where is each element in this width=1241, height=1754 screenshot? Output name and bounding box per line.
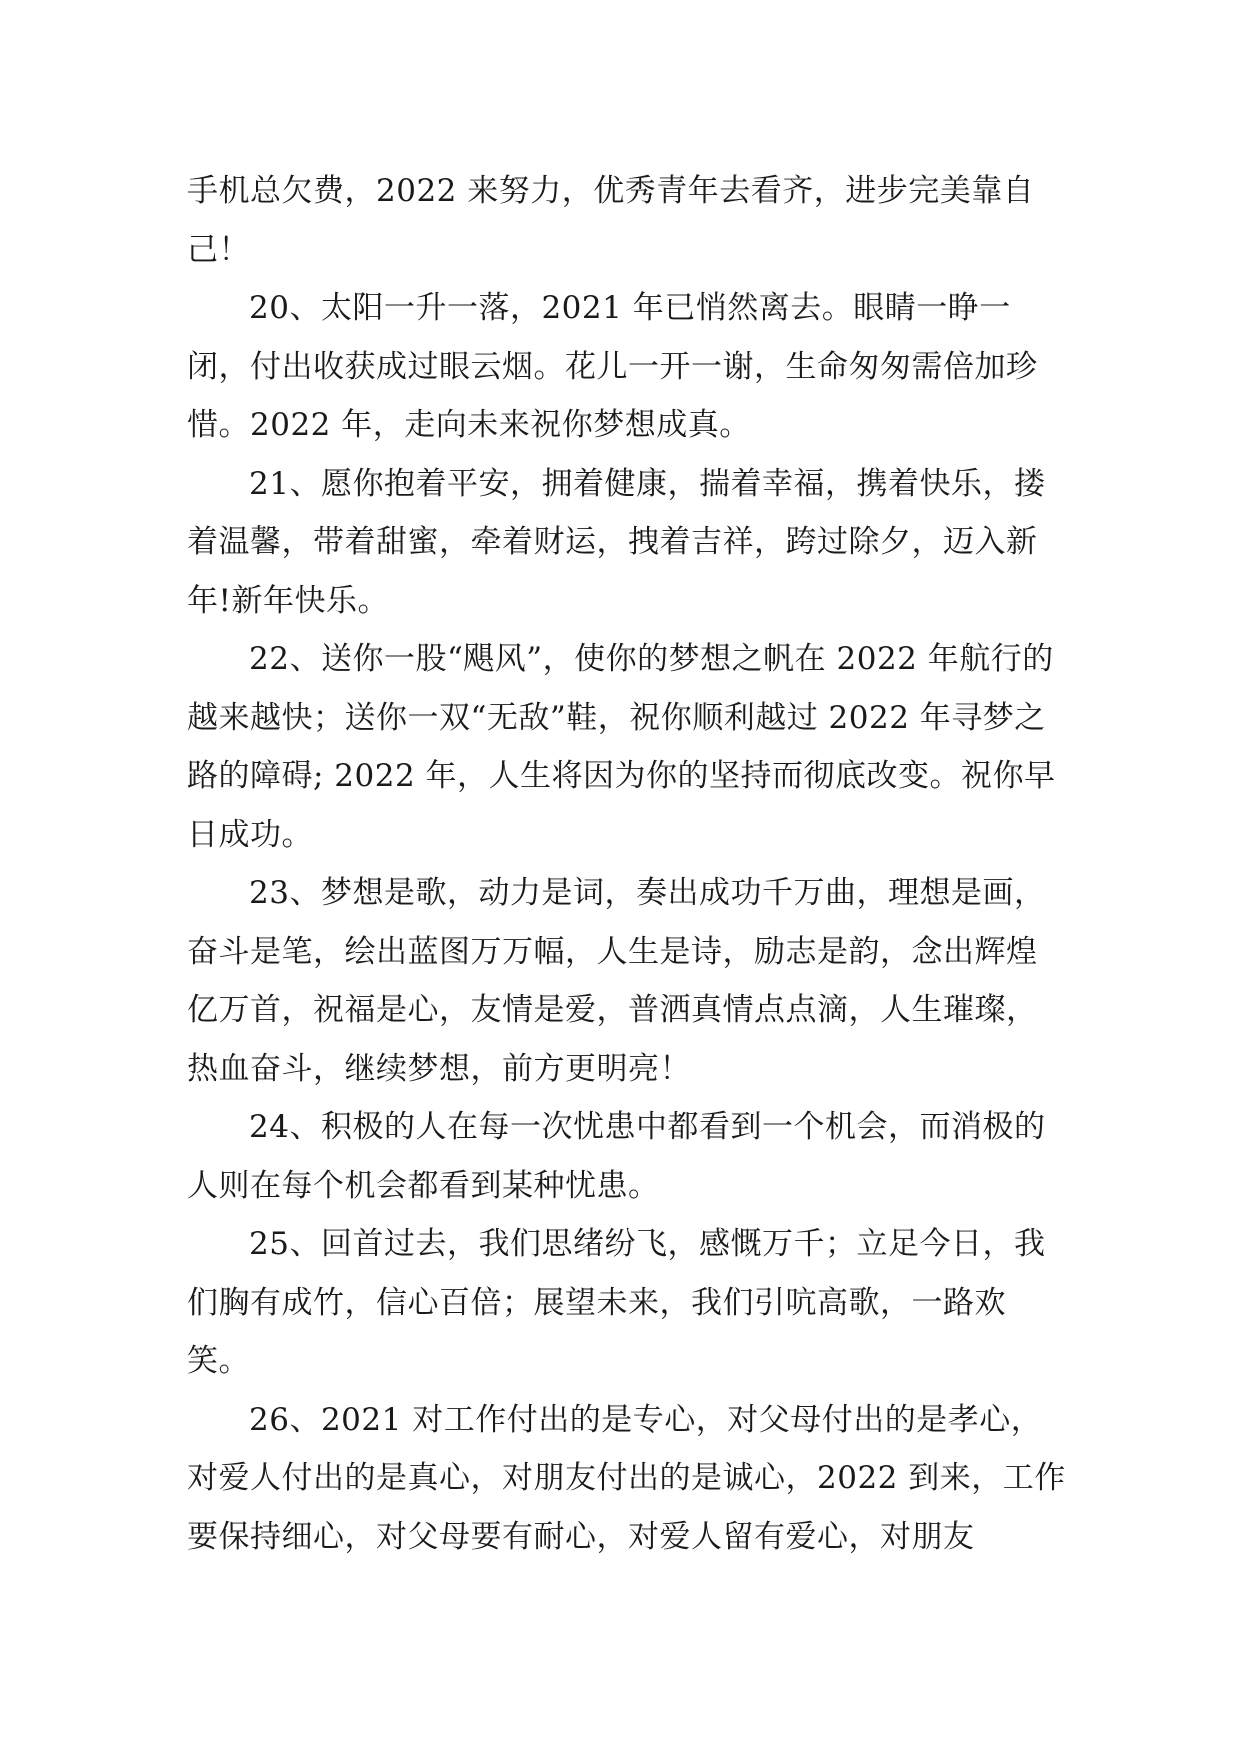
paragraph-continuation: 手机总欠费，2022 来努力，优秀青年去看齐，进步完美靠自己！ (187, 173, 1035, 268)
document-body (187, 162, 1067, 1566)
paragraph-item-23: 23、梦想是歌，动力是词，奏出成功千万曲，理想是画，奋斗是笔，绘出蓝图万万幅，人生是诗，励志是韵，念出辉煌亿万首，祝福是心，友情是爱，普洒真情点点滴，人生璀璨，热血奋斗，继续梦想，前方更明亮！ (187, 875, 1046, 1087)
paragraph-item-26: 26、2021 对工作付出的是专心，对父母付出的是孝心，对爱人付出的是真心，对朋友付出的是诚心，2022 到来，工作要保持细心，对父母要有耐心，对爱人留有爱心，对朋友 (187, 1401, 1066, 1555)
paragraph-item-21: 21、愿你抱着平安，拥着健康，揣着幸福，携着快乐，搂着温馨，带着甜蜜，牵着财运，拽着吉祥，跨过除夕，迈入新年!新年快乐。 (187, 465, 1046, 619)
paragraph-item-20: 20、太阳一升一落，2021 年已悄然离去。眼睛一睁一闭，付出收获成过眼云烟。花儿一开一谢，生命匆匆需倍加珍惜。2022 年，走向未来祝你梦想成真。 (187, 290, 1038, 443)
paragraph-item-25: 25、回首过去，我们思绪纷飞，感慨万千；立足今日，我们胸有成竹，信心百倍；展望未来，我们引吭高歌，一路欢笑。 (187, 1226, 1046, 1379)
paragraph-item-22: 22、送你一股“飓风”，使你的梦想之帆在 2022 年航行的越来越快；送你一双“无敌”鞋，祝你顺利越过 2022 年寻梦之路的障碍; 2022 年，人生将因为你的坚持而彻底改变。祝你早日成功。 (187, 641, 1056, 853)
paragraph-item-24: 24、积极的人在每一次忧患中都看到一个机会，而消极的人则在每个机会都看到某种忧患。 (187, 1109, 1046, 1204)
